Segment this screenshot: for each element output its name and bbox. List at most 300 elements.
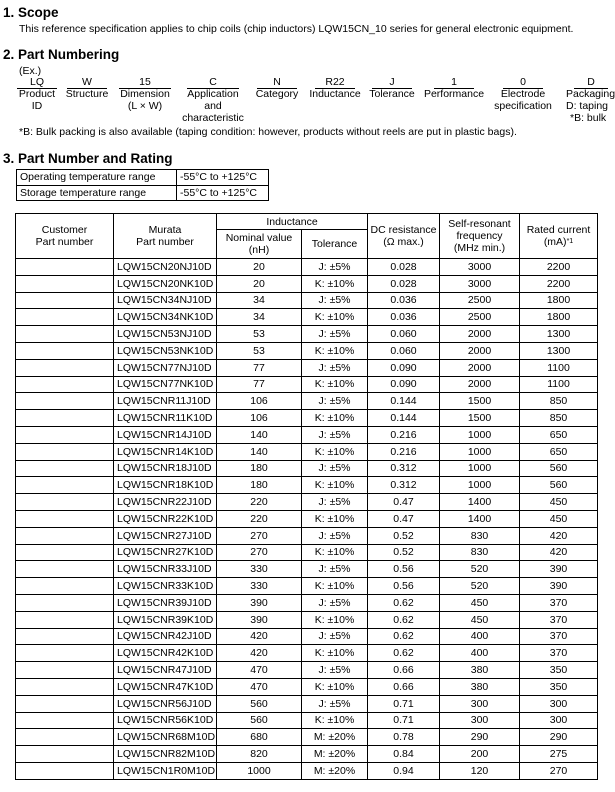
cell-murata-part-number: LQW15CNR18J10D [114, 460, 217, 477]
cell-tolerance: M: ±20% [302, 729, 368, 746]
cell-rated-current: 370 [520, 645, 598, 662]
table-row [16, 443, 598, 460]
cell-customer-part-number [16, 561, 114, 578]
cell-dc-resistance: 0.56 [368, 578, 440, 595]
part-number-label-line: (L × W) [127, 100, 163, 112]
cell-murata-part-number: LQW15CNR18K10D [114, 477, 217, 494]
cell-rated-current: 560 [520, 477, 598, 494]
part-number-label-line: *B: bulk [570, 112, 607, 124]
cell-tolerance: K: ±10% [302, 544, 368, 561]
cell-customer-part-number [16, 410, 114, 427]
cell-self-resonant-frequency: 300 [440, 695, 520, 712]
cell-dc-resistance: 0.84 [368, 746, 440, 763]
table-row [16, 494, 598, 511]
header-murata-part-number: Murata Part number [114, 214, 217, 259]
cell-murata-part-number: LQW15CNR39J10D [114, 594, 217, 611]
cell-murata-part-number: LQW15CNR42J10D [114, 628, 217, 645]
cell-nominal-value: 330 [217, 578, 302, 595]
table-row [16, 695, 598, 712]
cell-self-resonant-frequency: 520 [440, 578, 520, 595]
part-number-label [19, 88, 55, 112]
cell-nominal-value: 140 [217, 443, 302, 460]
cell-nominal-value: 34 [217, 309, 302, 326]
cell-nominal-value: 53 [217, 326, 302, 343]
part-number-label-line: ID [31, 100, 43, 112]
cell-customer-part-number [16, 259, 114, 276]
cell-customer-part-number [16, 762, 114, 779]
cell-murata-part-number: LQW15CN20NK10D [114, 275, 217, 292]
cell-dc-resistance: 0.47 [368, 510, 440, 527]
cell-nominal-value: 77 [217, 376, 302, 393]
part-number-label-line: and [204, 100, 222, 112]
cell-nominal-value: 53 [217, 342, 302, 359]
cell-dc-resistance: 0.56 [368, 561, 440, 578]
cell-nominal-value: 106 [217, 393, 302, 410]
table-row [16, 376, 598, 393]
cell-nominal-value: 560 [217, 695, 302, 712]
cell-dc-resistance: 0.216 [368, 426, 440, 443]
cell-customer-part-number [16, 678, 114, 695]
cell-dc-resistance: 0.090 [368, 359, 440, 376]
cell-murata-part-number: LQW15CNR22K10D [114, 510, 217, 527]
cell-dc-resistance: 0.62 [368, 628, 440, 645]
cell-tolerance: J: ±5% [302, 393, 368, 410]
cell-nominal-value: 270 [217, 527, 302, 544]
temperature-row-storage [17, 185, 269, 201]
part-number-code: 0 [503, 76, 543, 89]
cell-dc-resistance: 0.090 [368, 376, 440, 393]
table-row [16, 712, 598, 729]
cell-rated-current: 390 [520, 578, 598, 595]
cell-self-resonant-frequency: 1000 [440, 477, 520, 494]
cell-dc-resistance: 0.62 [368, 594, 440, 611]
cell-rated-current: 1800 [520, 292, 598, 309]
cell-self-resonant-frequency: 120 [440, 762, 520, 779]
cell-murata-part-number: LQW15CNR27J10D [114, 527, 217, 544]
cell-rated-current: 450 [520, 494, 598, 511]
cell-tolerance: J: ±5% [302, 695, 368, 712]
cell-customer-part-number [16, 544, 114, 561]
temperature-table [16, 169, 269, 201]
cell-rated-current: 370 [520, 594, 598, 611]
cell-self-resonant-frequency: 1400 [440, 494, 520, 511]
part-number-code: C [187, 76, 239, 89]
cell-self-resonant-frequency: 1400 [440, 510, 520, 527]
cell-self-resonant-frequency: 400 [440, 628, 520, 645]
cell-self-resonant-frequency: 2500 [440, 309, 520, 326]
table-row [16, 611, 598, 628]
rating-table [15, 213, 598, 780]
cell-murata-part-number: LQW15CN53NJ10D [114, 326, 217, 343]
cell-murata-part-number: LQW15CN77NK10D [114, 376, 217, 393]
part-number-label-line: D: taping [566, 100, 609, 112]
cell-rated-current: 420 [520, 527, 598, 544]
cell-dc-resistance: 0.144 [368, 410, 440, 427]
cell-self-resonant-frequency: 2000 [440, 376, 520, 393]
cell-murata-part-number: LQW15CNR33K10D [114, 578, 217, 595]
cell-rated-current: 850 [520, 410, 598, 427]
cell-self-resonant-frequency: 380 [440, 662, 520, 679]
cell-self-resonant-frequency: 1500 [440, 410, 520, 427]
cell-tolerance: J: ±5% [302, 561, 368, 578]
cell-tolerance: K: ±10% [302, 376, 368, 393]
part-number-label-line: characteristic [182, 112, 244, 124]
cell-dc-resistance: 0.52 [368, 544, 440, 561]
header-customer-part-number: Customer Part number [16, 214, 114, 259]
part-number-label [309, 88, 360, 100]
cell-tolerance: J: ±5% [302, 259, 368, 276]
cell-rated-current: 1800 [520, 309, 598, 326]
cell-rated-current: 275 [520, 746, 598, 763]
part-number-label-line: Inductance [309, 88, 361, 100]
cell-nominal-value: 220 [217, 510, 302, 527]
cell-customer-part-number [16, 443, 114, 460]
cell-rated-current: 650 [520, 426, 598, 443]
cell-customer-part-number [16, 393, 114, 410]
cell-murata-part-number: LQW15CNR11K10D [114, 410, 217, 427]
cell-customer-part-number [16, 477, 114, 494]
cell-dc-resistance: 0.060 [368, 326, 440, 343]
cell-nominal-value: 140 [217, 426, 302, 443]
cell-self-resonant-frequency: 290 [440, 729, 520, 746]
cell-customer-part-number [16, 460, 114, 477]
part-number-label-line: Dimension [120, 88, 170, 100]
cell-nominal-value: 420 [217, 645, 302, 662]
cell-rated-current: 370 [520, 611, 598, 628]
table-row [16, 426, 598, 443]
cell-rated-current: 350 [520, 678, 598, 695]
cell-murata-part-number: LQW15CNR56K10D [114, 712, 217, 729]
cell-self-resonant-frequency: 1000 [440, 443, 520, 460]
bulk-note: *B: Bulk packing is also available (taping condition: however, products without reels are put in plastic bags). [19, 126, 517, 138]
part-number-code: W [67, 76, 107, 89]
cell-murata-part-number: LQW15CNR39K10D [114, 611, 217, 628]
part-number-label-line: Tolerance [369, 88, 415, 100]
cell-self-resonant-frequency: 200 [440, 746, 520, 763]
cell-tolerance: K: ±10% [302, 443, 368, 460]
cell-self-resonant-frequency: 300 [440, 712, 520, 729]
cell-rated-current: 1300 [520, 342, 598, 359]
cell-customer-part-number [16, 275, 114, 292]
cell-nominal-value: 820 [217, 746, 302, 763]
part-number-label [256, 88, 299, 100]
cell-murata-part-number: LQW15CN34NK10D [114, 309, 217, 326]
cell-self-resonant-frequency: 1000 [440, 460, 520, 477]
cell-self-resonant-frequency: 380 [440, 678, 520, 695]
cell-nominal-value: 560 [217, 712, 302, 729]
cell-rated-current: 300 [520, 712, 598, 729]
table-row [16, 359, 598, 376]
cell-dc-resistance: 0.71 [368, 712, 440, 729]
table-row [16, 578, 598, 595]
table-row [16, 275, 598, 292]
cell-rated-current: 290 [520, 729, 598, 746]
cell-tolerance: K: ±10% [302, 477, 368, 494]
cell-tolerance: M: ±20% [302, 746, 368, 763]
cell-rated-current: 2200 [520, 259, 598, 276]
table-row [16, 645, 598, 662]
table-row [16, 678, 598, 695]
cell-tolerance: K: ±10% [302, 342, 368, 359]
table-row [16, 292, 598, 309]
cell-self-resonant-frequency: 2000 [440, 359, 520, 376]
cell-rated-current: 1100 [520, 359, 598, 376]
cell-murata-part-number: LQW15CNR56J10D [114, 695, 217, 712]
cell-nominal-value: 77 [217, 359, 302, 376]
scope-text: This reference specification applies to chip coils (chip inductors) LQW15CN_10 series for general electronic equipment. [19, 23, 574, 35]
part-number-code: 15 [119, 76, 171, 89]
cell-murata-part-number: LQW15CN77NJ10D [114, 359, 217, 376]
cell-tolerance: K: ±10% [302, 578, 368, 595]
cell-tolerance: J: ±5% [302, 594, 368, 611]
part-number-label [182, 88, 244, 124]
scope-heading: 1. Scope [3, 5, 59, 20]
table-row [16, 410, 598, 427]
cell-customer-part-number [16, 729, 114, 746]
cell-nominal-value: 20 [217, 275, 302, 292]
cell-customer-part-number [16, 695, 114, 712]
cell-self-resonant-frequency: 3000 [440, 259, 520, 276]
table-row [16, 544, 598, 561]
cell-tolerance: J: ±5% [302, 326, 368, 343]
cell-rated-current: 650 [520, 443, 598, 460]
cell-dc-resistance: 0.028 [368, 259, 440, 276]
cell-customer-part-number [16, 426, 114, 443]
part-number-label-line: Electrode [500, 88, 546, 100]
temperature-label: Operating temperature range [17, 170, 177, 186]
table-row [16, 460, 598, 477]
cell-dc-resistance: 0.62 [368, 645, 440, 662]
cell-nominal-value: 680 [217, 729, 302, 746]
table-row [16, 662, 598, 679]
cell-murata-part-number: LQW15CN1R0M10D [114, 762, 217, 779]
header-self-resonant-frequency: Self-resonant frequency (MHz min.) [440, 214, 520, 259]
header-inductance: Inductance [217, 214, 368, 230]
table-row [16, 393, 598, 410]
part-number-label [369, 88, 415, 100]
table-row [16, 326, 598, 343]
cell-rated-current: 450 [520, 510, 598, 527]
part-number-label-line: Packaging [566, 88, 615, 100]
cell-self-resonant-frequency: 1000 [440, 426, 520, 443]
cell-tolerance: J: ±5% [302, 628, 368, 645]
cell-murata-part-number: LQW15CNR22J10D [114, 494, 217, 511]
cell-nominal-value: 390 [217, 611, 302, 628]
part-number-label-line: Product [18, 88, 56, 100]
cell-tolerance: J: ±5% [302, 292, 368, 309]
cell-murata-part-number: LQW15CN20NJ10D [114, 259, 217, 276]
part-number-code: N [257, 76, 297, 89]
cell-rated-current: 1100 [520, 376, 598, 393]
cell-dc-resistance: 0.78 [368, 729, 440, 746]
cell-nominal-value: 180 [217, 477, 302, 494]
temperature-value: -55°C to +125°C [177, 170, 269, 186]
cell-dc-resistance: 0.71 [368, 695, 440, 712]
table-row [16, 762, 598, 779]
cell-dc-resistance: 0.62 [368, 611, 440, 628]
cell-murata-part-number: LQW15CNR27K10D [114, 544, 217, 561]
cell-rated-current: 390 [520, 561, 598, 578]
cell-customer-part-number [16, 494, 114, 511]
header-tolerance: Tolerance [302, 230, 368, 259]
cell-dc-resistance: 0.028 [368, 275, 440, 292]
table-row [16, 746, 598, 763]
cell-nominal-value: 420 [217, 628, 302, 645]
cell-rated-current: 370 [520, 628, 598, 645]
cell-self-resonant-frequency: 830 [440, 527, 520, 544]
part-number-code: D [574, 76, 608, 89]
cell-murata-part-number: LQW15CNR47K10D [114, 678, 217, 695]
table-row [16, 527, 598, 544]
cell-customer-part-number [16, 746, 114, 763]
table-row [16, 628, 598, 645]
cell-customer-part-number [16, 578, 114, 595]
part-number-code: J [372, 76, 412, 89]
cell-dc-resistance: 0.52 [368, 527, 440, 544]
table-row [16, 594, 598, 611]
cell-self-resonant-frequency: 830 [440, 544, 520, 561]
cell-customer-part-number [16, 326, 114, 343]
cell-murata-part-number: LQW15CNR47J10D [114, 662, 217, 679]
temperature-label: Storage temperature range [17, 185, 177, 201]
cell-nominal-value: 34 [217, 292, 302, 309]
cell-rated-current: 850 [520, 393, 598, 410]
cell-customer-part-number [16, 309, 114, 326]
header-dc-resistance: DC resistance (Ω max.) [368, 214, 440, 259]
part-number-label [424, 88, 484, 100]
cell-tolerance: K: ±10% [302, 309, 368, 326]
cell-murata-part-number: LQW15CNR14K10D [114, 443, 217, 460]
cell-murata-part-number: LQW15CN53NK10D [114, 342, 217, 359]
cell-customer-part-number [16, 594, 114, 611]
cell-nominal-value: 270 [217, 544, 302, 561]
cell-self-resonant-frequency: 3000 [440, 275, 520, 292]
cell-tolerance: J: ±5% [302, 527, 368, 544]
cell-dc-resistance: 0.060 [368, 342, 440, 359]
cell-tolerance: M: ±20% [302, 762, 368, 779]
table-row [16, 259, 598, 276]
cell-tolerance: J: ±5% [302, 662, 368, 679]
cell-self-resonant-frequency: 400 [440, 645, 520, 662]
cell-customer-part-number [16, 645, 114, 662]
cell-tolerance: J: ±5% [302, 494, 368, 511]
cell-dc-resistance: 0.66 [368, 678, 440, 695]
cell-customer-part-number [16, 376, 114, 393]
cell-tolerance: K: ±10% [302, 510, 368, 527]
cell-self-resonant-frequency: 450 [440, 611, 520, 628]
header-rated-current: Rated current (mA)$^{*1}$ [520, 214, 598, 259]
table-row [16, 561, 598, 578]
cell-dc-resistance: 0.144 [368, 393, 440, 410]
cell-murata-part-number: LQW15CNR68M10D [114, 729, 217, 746]
cell-self-resonant-frequency: 2000 [440, 326, 520, 343]
cell-customer-part-number [16, 712, 114, 729]
cell-tolerance: K: ±10% [302, 645, 368, 662]
cell-tolerance: J: ±5% [302, 460, 368, 477]
cell-customer-part-number [16, 662, 114, 679]
cell-rated-current: 350 [520, 662, 598, 679]
cell-nominal-value: 390 [217, 594, 302, 611]
part-number-label-line: specification [494, 100, 552, 112]
cell-rated-current: 1300 [520, 326, 598, 343]
cell-nominal-value: 20 [217, 259, 302, 276]
table-row [16, 477, 598, 494]
cell-dc-resistance: 0.036 [368, 309, 440, 326]
cell-nominal-value: 330 [217, 561, 302, 578]
part-number-label-line: Performance [423, 88, 485, 100]
cell-nominal-value: 470 [217, 662, 302, 679]
header-nominal-value: Nominal value (nH) [217, 230, 302, 259]
cell-dc-resistance: 0.036 [368, 292, 440, 309]
table-row [16, 342, 598, 359]
cell-self-resonant-frequency: 2000 [440, 342, 520, 359]
cell-murata-part-number: LQW15CNR11J10D [114, 393, 217, 410]
cell-tolerance: K: ±10% [302, 611, 368, 628]
table-row [16, 510, 598, 527]
part-number-code: LQ [17, 76, 57, 89]
cell-dc-resistance: 0.312 [368, 477, 440, 494]
cell-tolerance: K: ±10% [302, 712, 368, 729]
part-number-code: 1 [434, 76, 474, 89]
cell-dc-resistance: 0.216 [368, 443, 440, 460]
cell-self-resonant-frequency: 520 [440, 561, 520, 578]
cell-nominal-value: 106 [217, 410, 302, 427]
temperature-value: -55°C to +125°C [177, 185, 269, 201]
part-number-label-line: Category [255, 88, 299, 100]
cell-murata-part-number: LQW15CNR82M10D [114, 746, 217, 763]
cell-dc-resistance: 0.94 [368, 762, 440, 779]
part-number-label [494, 88, 552, 112]
cell-tolerance: K: ±10% [302, 275, 368, 292]
cell-tolerance: J: ±5% [302, 359, 368, 376]
cell-rated-current: 420 [520, 544, 598, 561]
cell-murata-part-number: LQW15CNR42K10D [114, 645, 217, 662]
temperature-row-operating [17, 170, 269, 186]
cell-tolerance: K: ±10% [302, 410, 368, 427]
cell-customer-part-number [16, 527, 114, 544]
rating-heading: 3. Part Number and Rating [3, 151, 173, 166]
cell-tolerance: K: ±10% [302, 678, 368, 695]
cell-customer-part-number [16, 628, 114, 645]
cell-murata-part-number: LQW15CNR33J10D [114, 561, 217, 578]
cell-dc-resistance: 0.47 [368, 494, 440, 511]
rated-current-footnote: *1 [566, 238, 574, 245]
cell-murata-part-number: LQW15CNR14J10D [114, 426, 217, 443]
part-number-label-line: Structure [65, 88, 109, 100]
cell-dc-resistance: 0.66 [368, 662, 440, 679]
cell-murata-part-number: LQW15CN34NJ10D [114, 292, 217, 309]
part-number-label [120, 88, 170, 112]
cell-rated-current: 270 [520, 762, 598, 779]
part-number-label [66, 88, 109, 100]
cell-self-resonant-frequency: 2500 [440, 292, 520, 309]
cell-nominal-value: 180 [217, 460, 302, 477]
cell-nominal-value: 470 [217, 678, 302, 695]
cell-self-resonant-frequency: 1500 [440, 393, 520, 410]
example-label: (Ex.) [19, 65, 42, 77]
cell-customer-part-number [16, 611, 114, 628]
cell-tolerance: J: ±5% [302, 426, 368, 443]
cell-rated-current: 300 [520, 695, 598, 712]
part-numbering-heading: 2. Part Numbering [3, 47, 120, 62]
table-row [16, 309, 598, 326]
cell-rated-current: 560 [520, 460, 598, 477]
part-number-label [566, 88, 615, 124]
cell-nominal-value: 220 [217, 494, 302, 511]
part-number-label-line: Application [187, 88, 239, 100]
cell-dc-resistance: 0.312 [368, 460, 440, 477]
part-number-code: R22 [315, 76, 355, 89]
